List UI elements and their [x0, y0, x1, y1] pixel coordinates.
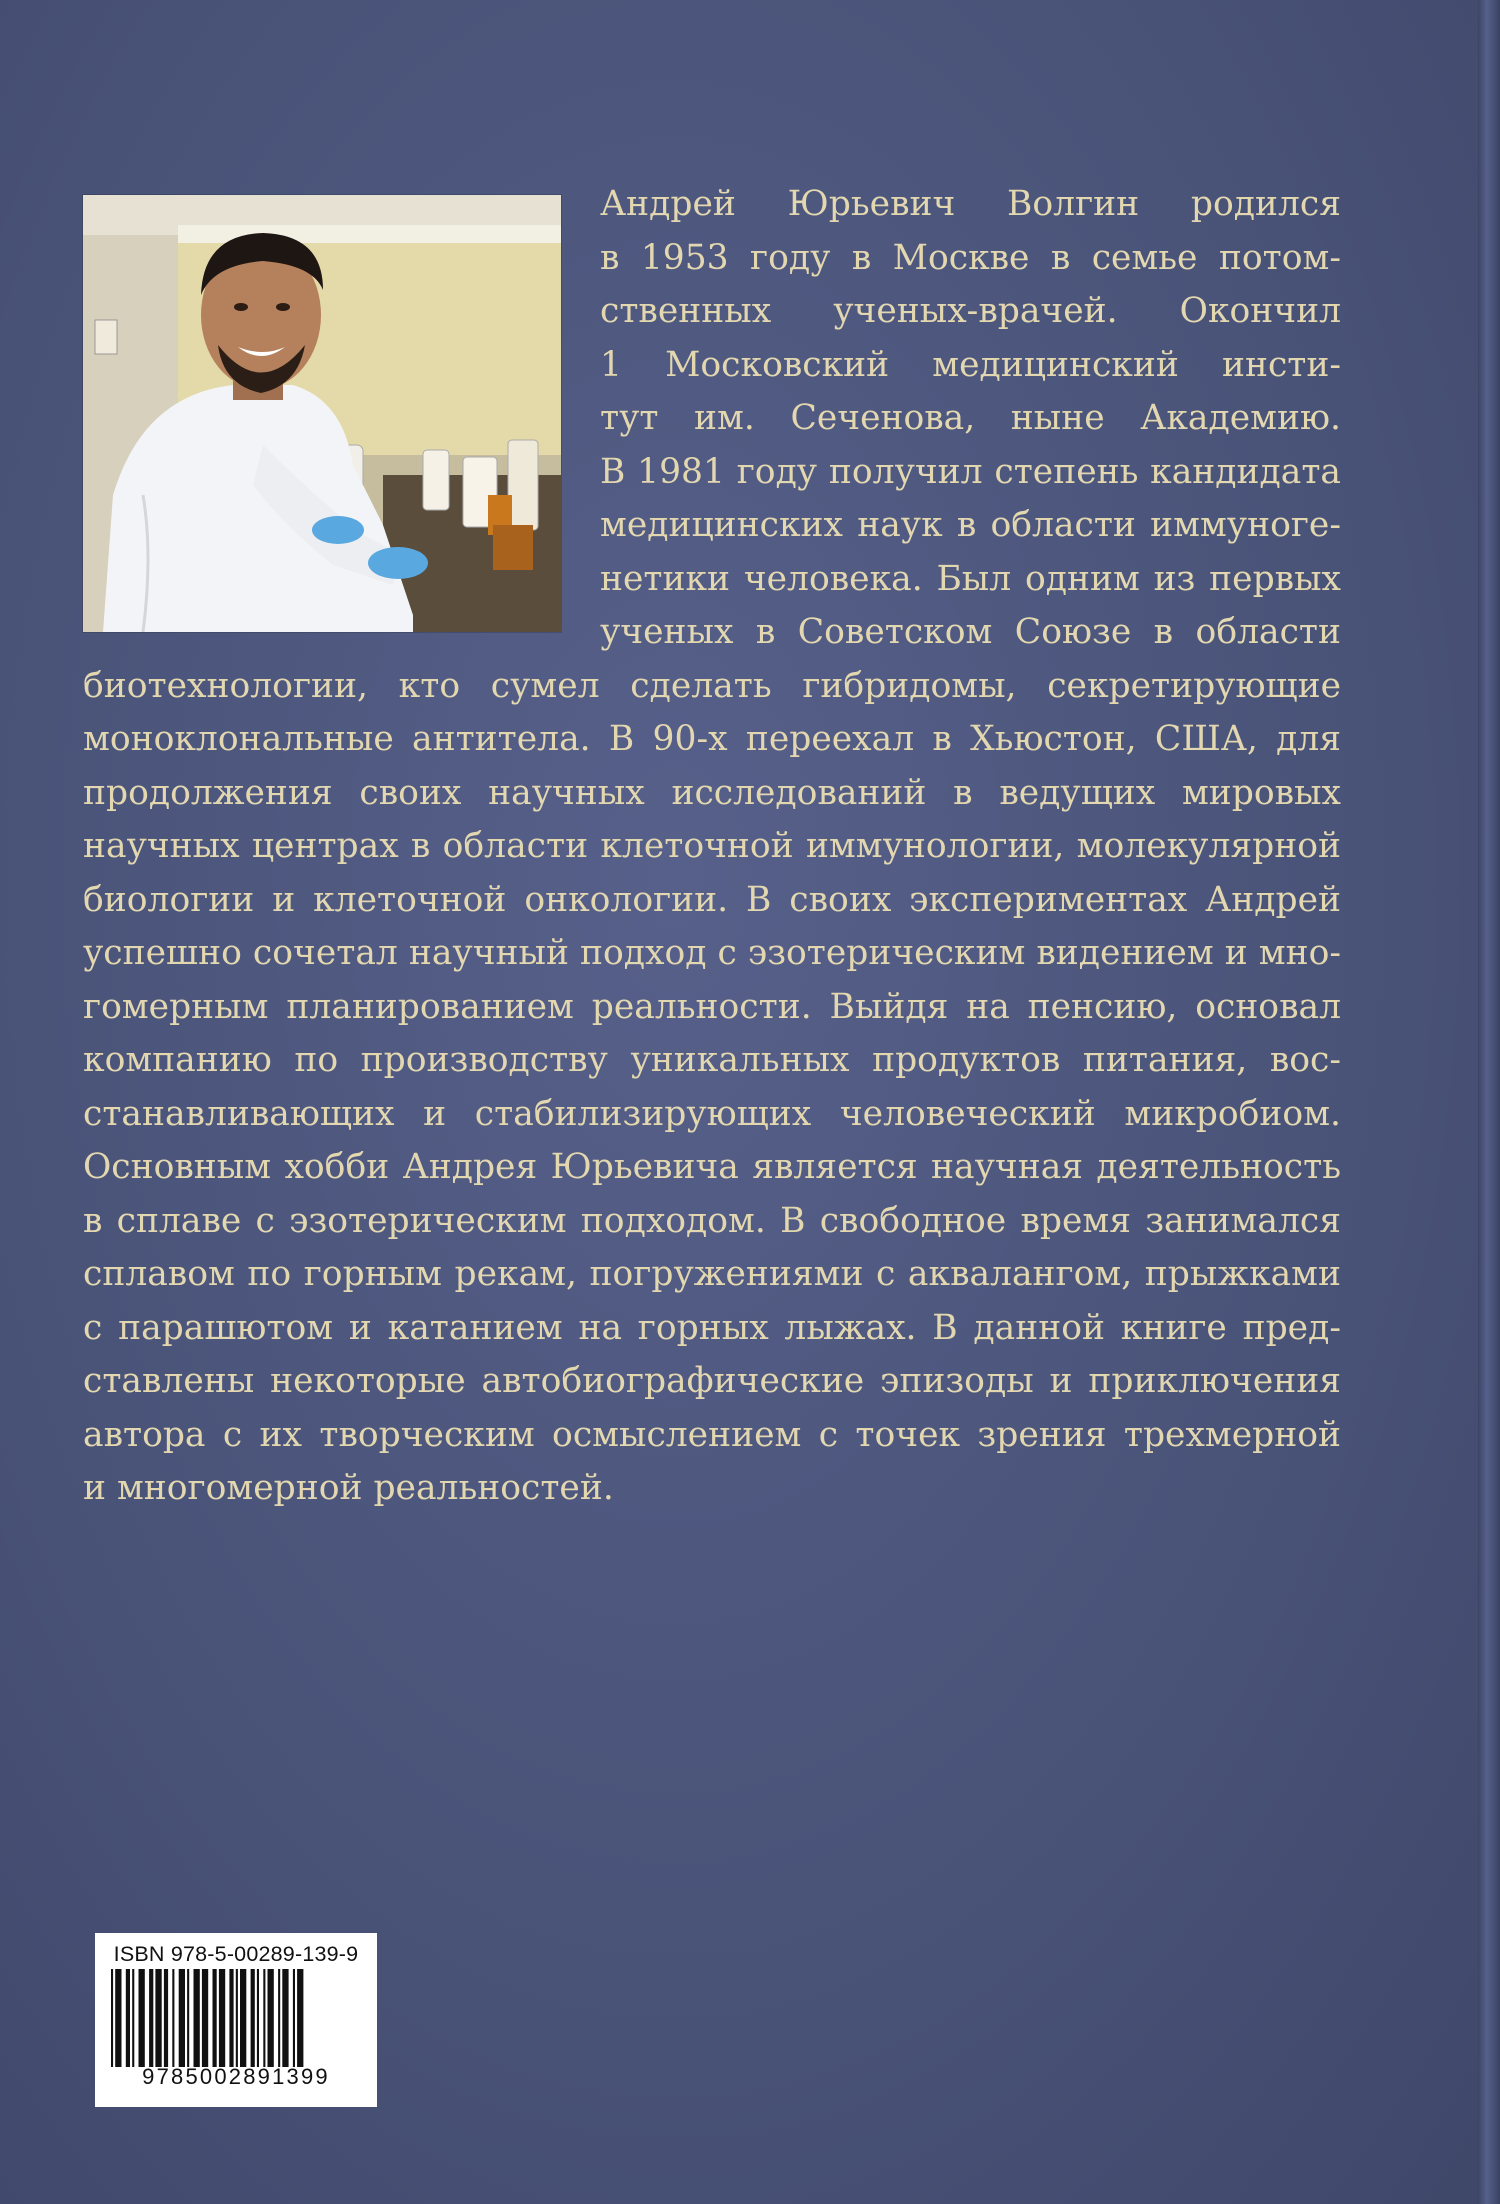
barcode-bar	[149, 1969, 153, 2067]
bio-line: автора с их творческим осмыслением с точек зрения трехмерной	[83, 1414, 1341, 1455]
barcode-bar	[132, 1969, 134, 2067]
author-bio-text	[83, 178, 1341, 1516]
bio-line: успешно сочетал научный подход с эзотерическим видением и мно-	[83, 933, 1341, 973]
barcode-bar	[139, 1969, 145, 2067]
bio-line: компанию по производству уникальных продуктов питания, вос-	[83, 1040, 1341, 1080]
barcode-bar	[219, 1969, 225, 2067]
bio-line: в сплаве с эзотерическим подходом. В свободное время занимался	[83, 1200, 1341, 1241]
bio-line: гомерным планированием реальности. Выйдя на пенсию, основал	[83, 986, 1341, 1027]
bio-line: станавливающих и стабилизирующих человеческий микробиом.	[83, 1093, 1341, 1134]
bio-line: ственных ученых-врачей. Окончил	[600, 291, 1341, 331]
bio-line: продолжения своих научных исследований в ведущих мировых	[83, 772, 1341, 813]
bio-line: ставлены некоторые автобиографические эпизоды и приключения	[83, 1361, 1341, 1401]
barcode-bar	[179, 1969, 185, 2067]
bio-line: и многомерной реальностей.	[83, 1468, 614, 1508]
isbn-barcode	[95, 1933, 377, 2107]
isbn-label: ISBN 978-5-00289-139-9	[113, 1942, 359, 1966]
barcode-bar	[229, 1969, 233, 2067]
barcode-bar	[194, 1969, 200, 2067]
barcode-bar	[257, 1969, 259, 2067]
bio-line: В 1981 году получил степень кандидата	[600, 451, 1341, 492]
bio-line: Основным хобби Андрея Юрьевича является научная деятельность	[83, 1147, 1341, 1187]
barcode-bar	[278, 1969, 280, 2067]
barcode-bar	[282, 1969, 288, 2067]
barcode-bars-icon	[103, 1969, 369, 2067]
bio-line: с парашютом и катанием на горных лыжах. В данной книге пред-	[83, 1307, 1341, 1348]
bio-line: тут им. Сеченова, ныне Академию.	[600, 398, 1341, 438]
barcode-bar	[297, 1969, 303, 2067]
bio-line: сплавом по горным рекам, погружениями с аквалангом, прыжками	[83, 1254, 1341, 1294]
bio-line: биотехнологии, кто сумел сделать гибридомы, секретирующие	[83, 665, 1341, 706]
bio-line: ученых в Советском Союзе в области	[600, 612, 1341, 652]
barcode-bar	[164, 1969, 168, 2067]
barcode-bar	[115, 1969, 121, 2067]
bio-line: Андрей Юрьевич Волгин родился	[600, 184, 1341, 224]
barcode-bar	[251, 1969, 255, 2067]
barcode-bar	[172, 1969, 174, 2067]
barcode-bar	[126, 1969, 130, 2067]
barcode-bar	[187, 1969, 189, 2067]
bio-line: биологии и клеточной онкологии. В своих экспериментах Андрей	[83, 879, 1341, 920]
barcode-bar	[111, 1969, 113, 2067]
barcode-digits: 9785002891399	[142, 2064, 330, 2089]
barcode-bar	[236, 1969, 238, 2067]
barcode-bar	[202, 1969, 208, 2067]
bio-line: научных центрах в области клеточной иммунологии, молекулярной	[83, 826, 1341, 866]
barcode-bar	[263, 1969, 265, 2067]
barcode-bar	[240, 1969, 246, 2067]
barcode-bar	[268, 1969, 274, 2067]
bio-line: нетики человека. Был одним из первых	[600, 558, 1341, 599]
cover-edge	[1478, 0, 1500, 2204]
bio-line: в 1953 году в Москве в семье потом-	[600, 237, 1341, 278]
barcode-bar	[293, 1969, 295, 2067]
barcode-bar	[213, 1969, 217, 2067]
bio-line: 1 Московский медицинский инсти-	[600, 344, 1341, 385]
barcode-bar	[155, 1969, 161, 2067]
bio-line: моноклональные антитела. В 90-х переехал в Хьюстон, США, для	[83, 719, 1341, 759]
bio-line: медицинских наук в области иммуноге-	[600, 505, 1341, 545]
